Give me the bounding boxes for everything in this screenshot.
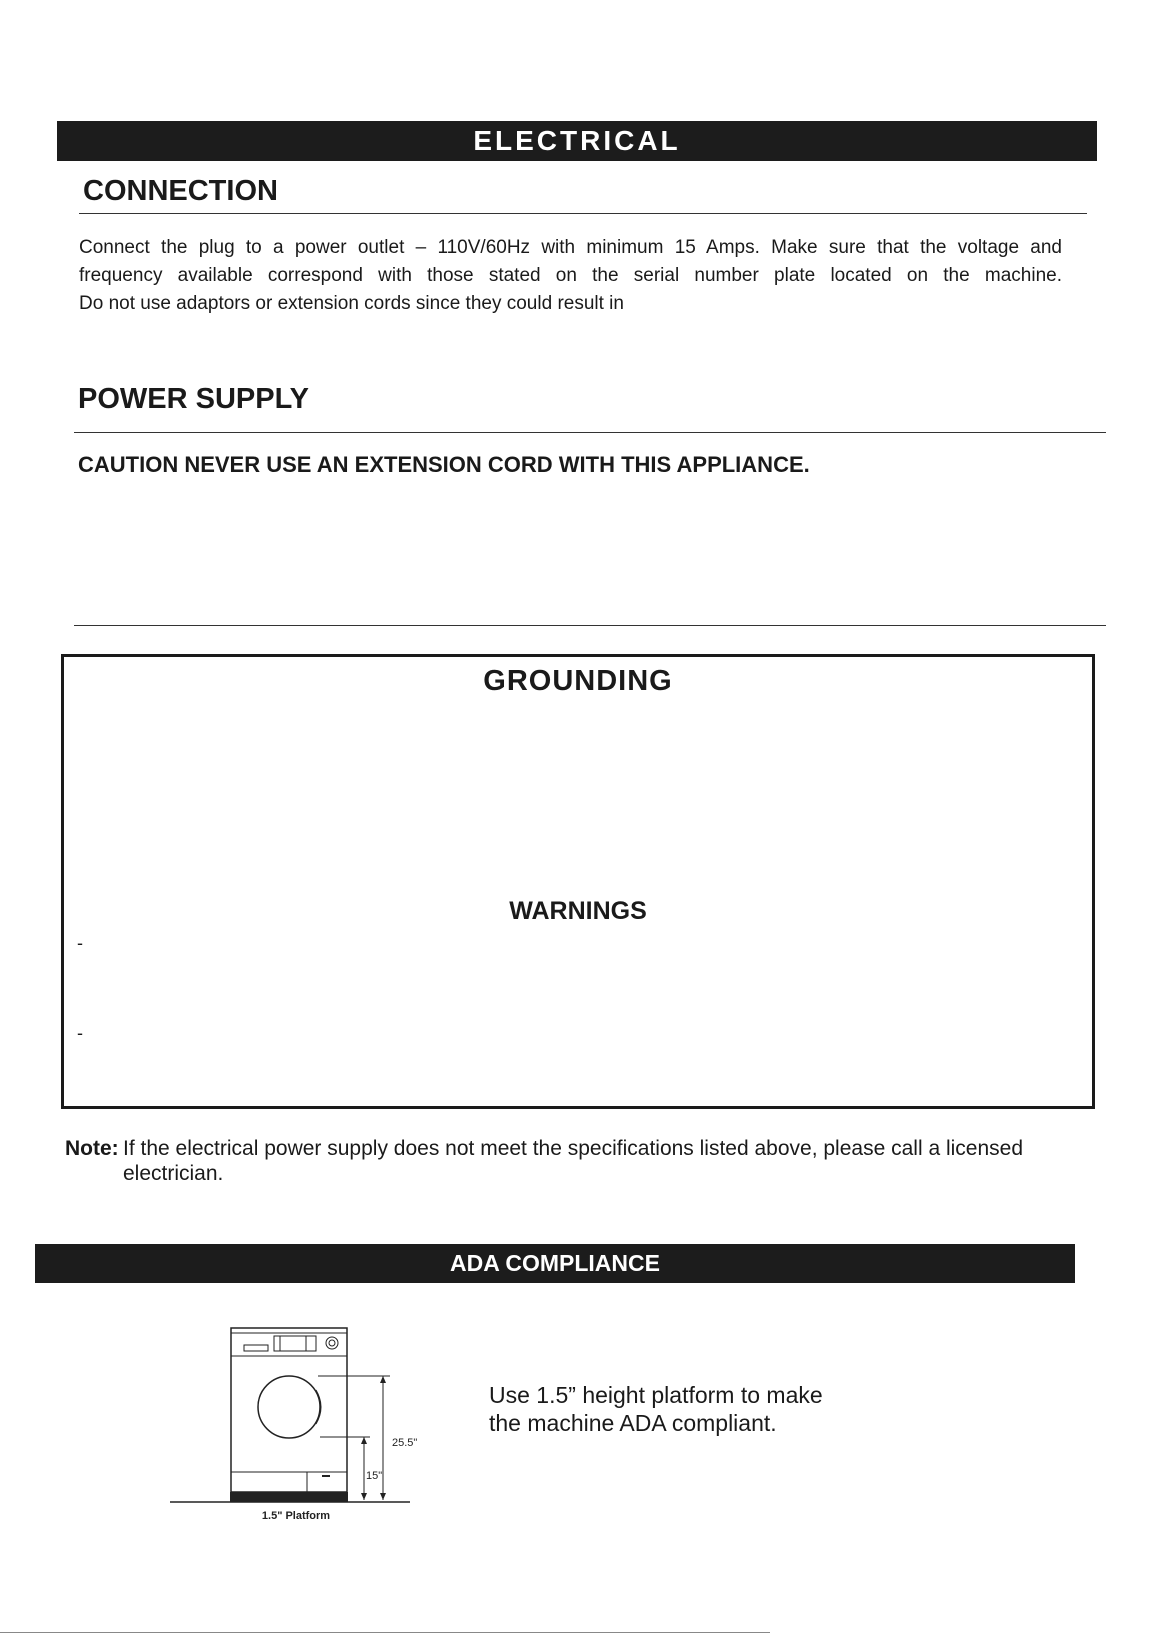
connection-rule xyxy=(79,213,1087,214)
page-bottom-rule xyxy=(0,1632,770,1633)
washer-door xyxy=(258,1376,320,1438)
note-line-2: electrician. xyxy=(123,1162,224,1185)
dim-total-arrow-bottom xyxy=(380,1493,386,1500)
dim-total-arrow-top xyxy=(380,1376,386,1383)
connection-line-2: frequency available correspond with those stated on the serial number plate located on the machine. xyxy=(79,265,1062,286)
dim-total-label: 25.5" xyxy=(392,1437,418,1449)
warning-bullet-1: - xyxy=(77,933,83,953)
electrical-banner-title: ELECTRICAL xyxy=(473,125,681,156)
grounding-heading: GROUNDING xyxy=(483,665,673,697)
platform-label: 1.5" Platform xyxy=(261,1510,331,1522)
connection-paragraph xyxy=(79,234,1062,318)
ada-text-line-2: the machine ADA compliant. xyxy=(489,1410,777,1436)
connection-line-3: Do not use adaptors or extension cords since they could result in xyxy=(79,293,624,314)
dim-low-arrow-top xyxy=(361,1437,367,1444)
ada-banner-title: ADA COMPLIANCE xyxy=(450,1250,660,1276)
power-supply-rule-top xyxy=(74,432,1106,433)
ada-text xyxy=(489,1381,823,1437)
ada-banner xyxy=(35,1244,1075,1283)
dim-low-arrow-bottom xyxy=(361,1493,367,1500)
connection-line-1: Connect the plug to a power outlet – 110V/60Hz with minimum 15 Amps. Make sure that the voltage and xyxy=(79,237,1062,258)
platform xyxy=(230,1492,348,1502)
note-line-1: If the electrical power supply does not meet the specifications listed above, please call a licensed xyxy=(123,1137,1024,1160)
power-supply-rule-bottom xyxy=(74,625,1106,626)
note-label: Note: xyxy=(65,1137,119,1160)
caution-text: CAUTION NEVER USE AN EXTENSION CORD WITH THIS APPLIANCE. xyxy=(78,452,810,477)
ada-diagram xyxy=(160,1320,430,1530)
dim-low-label: 15" xyxy=(366,1470,383,1482)
washer-filter-tab xyxy=(322,1475,330,1477)
warnings-heading: WARNINGS xyxy=(509,897,647,925)
connection-heading: CONNECTION xyxy=(83,175,278,207)
electrical-banner xyxy=(57,121,1097,161)
power-supply-heading: POWER SUPPLY xyxy=(78,383,309,415)
ada-text-line-1: Use 1.5” height platform to make xyxy=(489,1382,823,1408)
warning-bullet-2: - xyxy=(77,1023,83,1043)
grounding-box xyxy=(61,654,1095,1109)
